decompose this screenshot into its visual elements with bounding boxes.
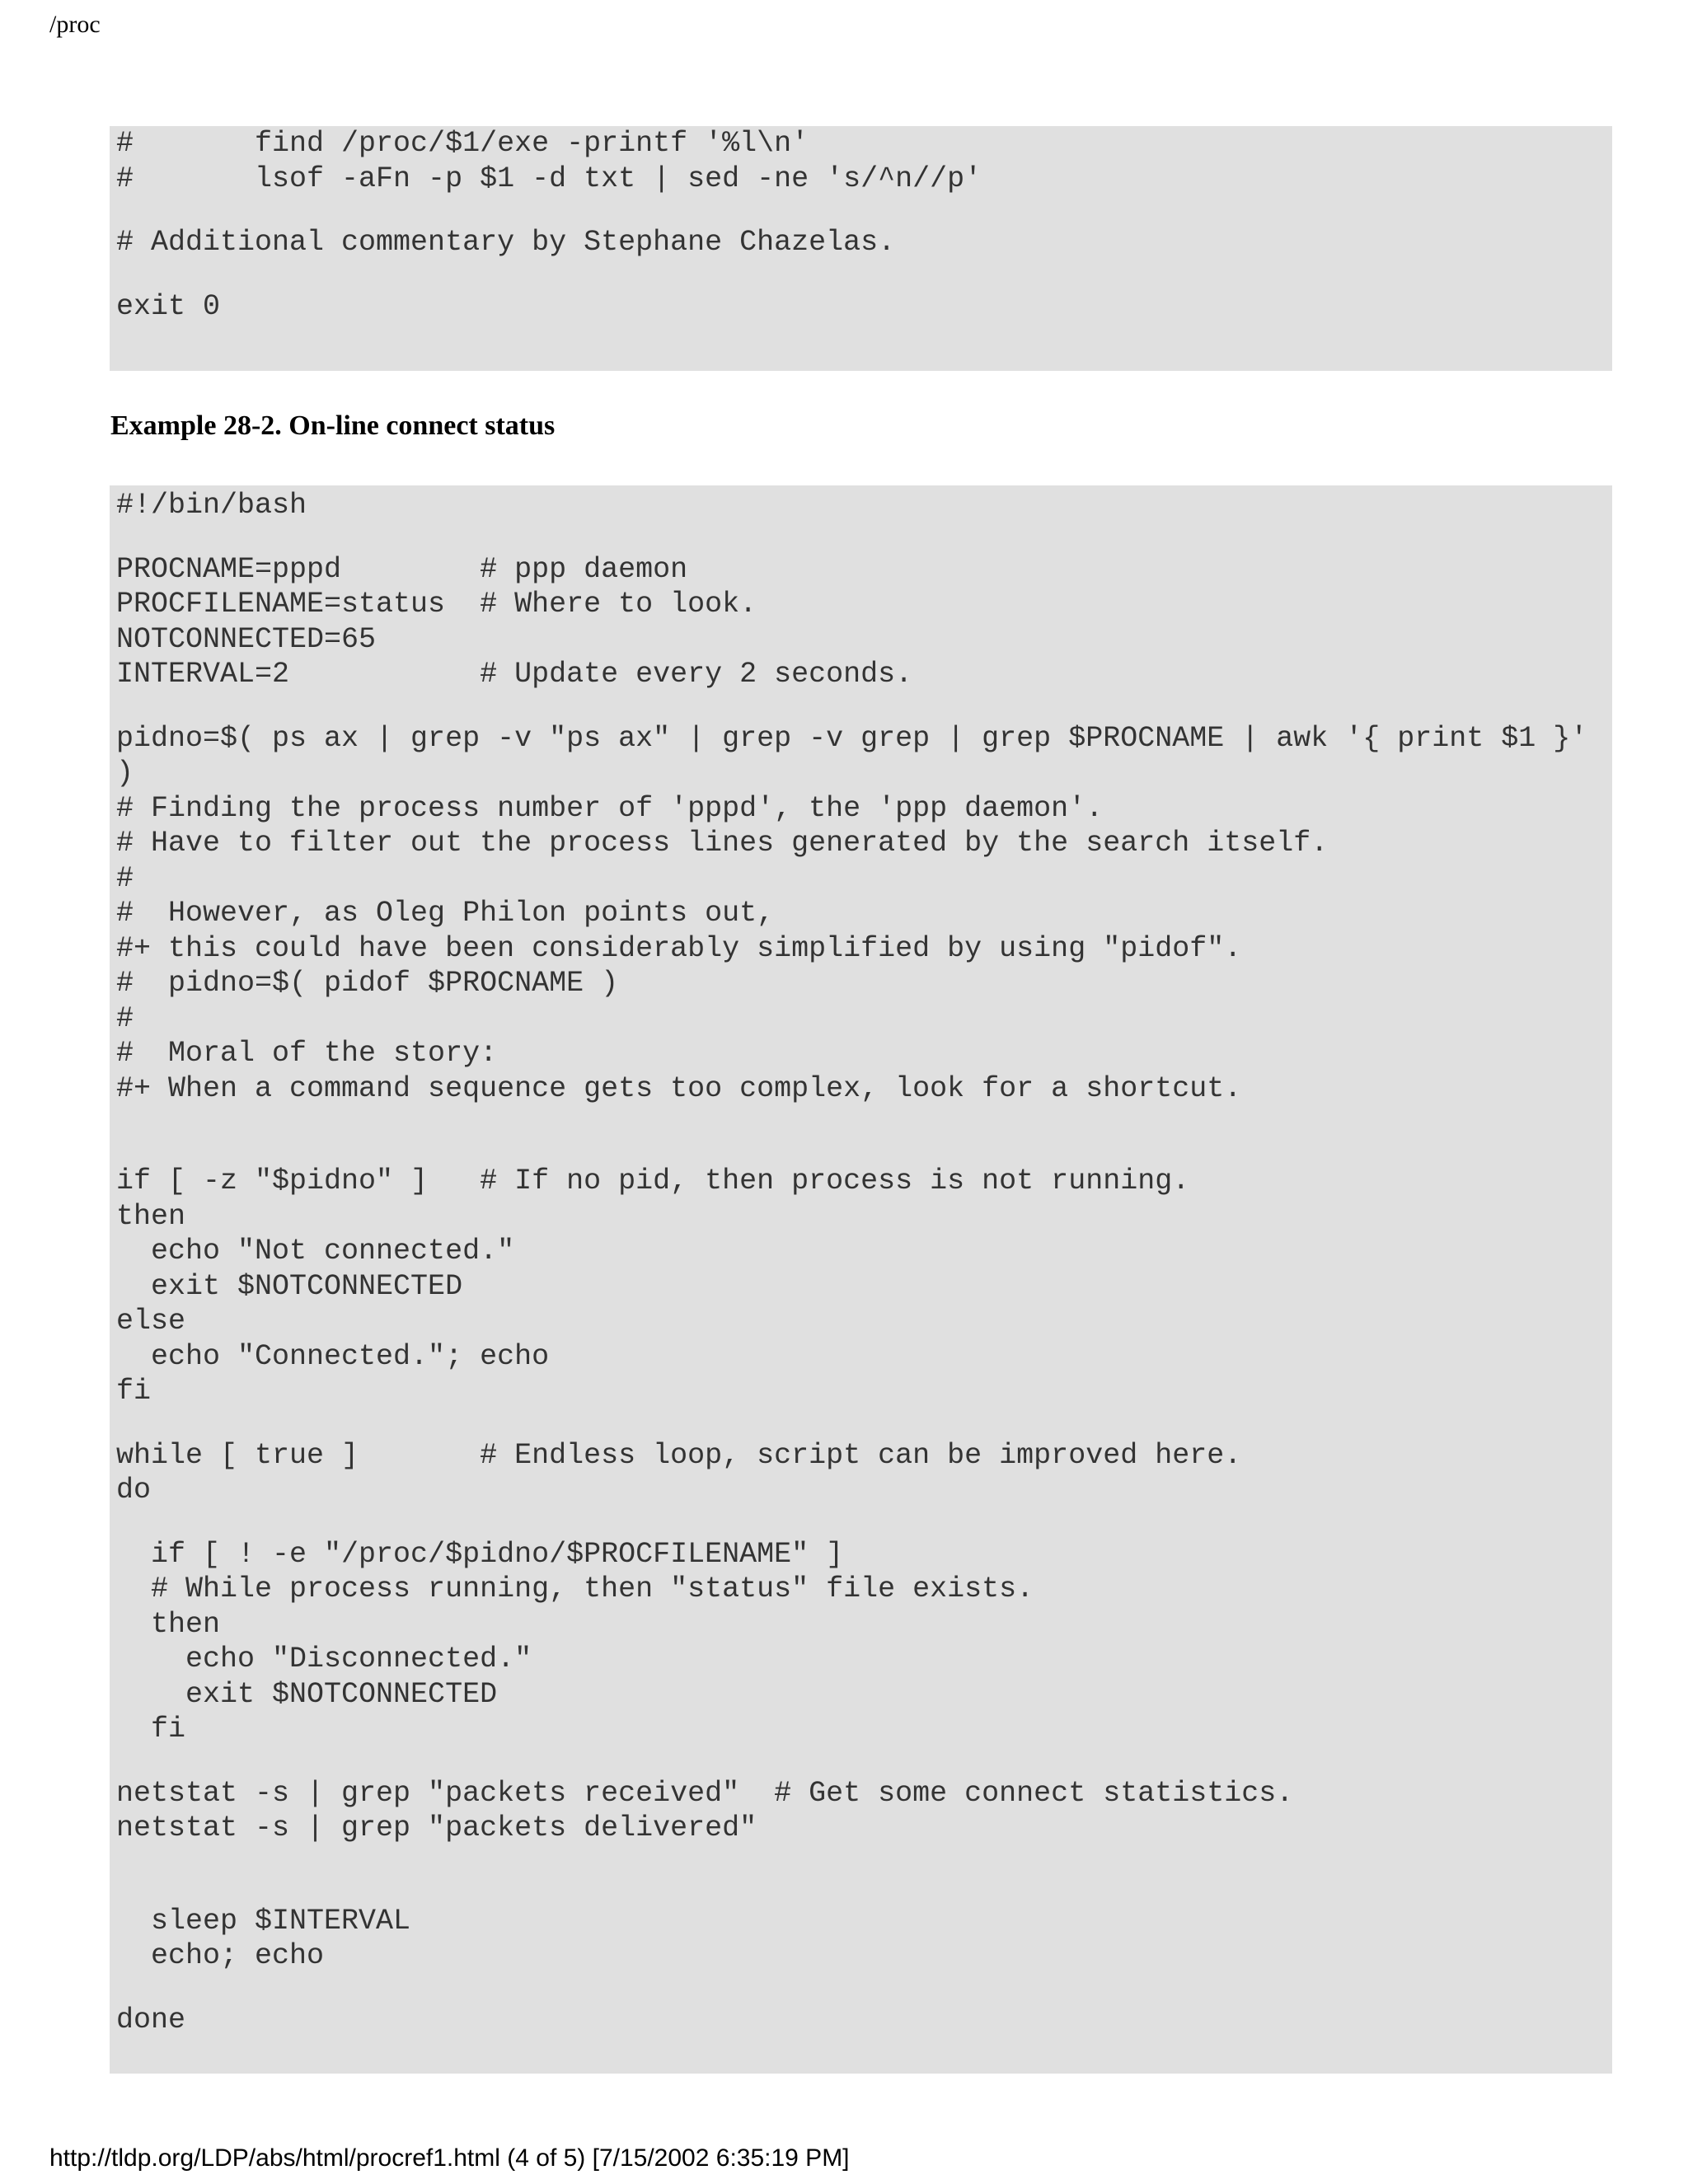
code-line: if [ ! -e "/proc/$pidno/$PROCFILENAME" ]	[116, 1537, 844, 1571]
code-blank-line	[116, 692, 1609, 721]
code-line: if [ -z "$pidno" ] # If no pid, then process is not running.	[116, 1165, 1190, 1197]
code-line: pidno=$( ps ax | grep -v "ps ax" | grep -v grep | grep $PROCNAME | awk '{ print $1 }'	[116, 721, 1588, 755]
code-line: fi	[116, 1713, 186, 1746]
code-blank-line	[116, 196, 1609, 225]
code-line: # lsof -aFn -p $1 -d txt | sed -ne 's/^n//p'	[116, 162, 982, 195]
code-line: #+ When a command sequence gets too complex, look for a shortcut.	[116, 1071, 1242, 1105]
code-line: then	[116, 1199, 186, 1233]
code-line: # pidno=$( pidof $PROCNAME )	[116, 967, 619, 1000]
code-line: INTERVAL=2 # Update every 2 seconds.	[116, 658, 913, 691]
example-title: Example 28-2. On-line connect status	[110, 410, 556, 441]
code-line: #	[116, 861, 134, 895]
code-line: echo "Not connected."	[116, 1235, 515, 1268]
code-line: # Additional commentary by Stephane Chazelas.	[116, 226, 896, 259]
code-line: done	[116, 2003, 186, 2036]
code-line: # While process running, then "status" file exists.	[116, 1572, 1034, 1605]
code-line: echo "Disconnected."	[116, 1643, 532, 1675]
code-line: else	[116, 1305, 186, 1338]
code-blank-line	[116, 260, 1609, 289]
code-line: )	[116, 757, 134, 790]
code-line: then	[116, 1607, 221, 1641]
page-footer-url: http://tldp.org/LDP/abs/html/procref1.html (4 of 5) [7/15/2002 6:35:19 PM]	[49, 2144, 850, 2172]
code-line: #	[116, 1001, 134, 1035]
code-line: # However, as Oleg Philon points out,	[116, 897, 775, 930]
code-line: # find /proc/$1/exe -printf '%l\n'	[116, 127, 809, 160]
code-line: sleep $INTERVAL	[116, 1904, 411, 1938]
code-blank-line	[116, 523, 1609, 552]
code-line: exit 0	[116, 289, 221, 323]
code-line: echo "Connected."; echo	[116, 1339, 550, 1373]
code-block-1	[110, 126, 1612, 371]
code-line: #!/bin/bash	[116, 489, 307, 522]
code-line: exit $NOTCONNECTED	[116, 1269, 463, 1303]
code-line: while [ true ] # Endless loop, script can be improved here.	[116, 1438, 1242, 1472]
code-line: #+ this could have been considerably simplified by using "pidof".	[116, 931, 1242, 965]
code-line: exit $NOTCONNECTED	[116, 1677, 498, 1711]
code-line: fi	[116, 1375, 152, 1408]
code-line: PROCFILENAME=status # Where to look.	[116, 588, 757, 621]
code-line: netstat -s | grep "packets received" # Get some connect statistics.	[116, 1776, 1294, 1810]
code-line: echo; echo	[116, 1939, 325, 1972]
code-blank-line	[116, 1974, 1609, 2003]
code-blank-line	[116, 1508, 1609, 1537]
code-line: do	[116, 1474, 152, 1507]
code-blank-line	[116, 1846, 1609, 1904]
code-line: # Have to filter out the process lines generated by the search itself.	[116, 827, 1329, 860]
code-blank-line	[116, 1747, 1609, 1776]
code-block-2	[110, 485, 1612, 2074]
code-line: # Moral of the story:	[116, 1037, 498, 1070]
code-blank-line	[116, 1106, 1609, 1164]
code-line: NOTCONNECTED=65	[116, 622, 377, 656]
code-line: netstat -s | grep "packets delivered"	[116, 1811, 757, 1844]
code-blank-line	[116, 1409, 1609, 1438]
code-line: # Finding the process number of 'pppd', the 'ppp daemon'.	[116, 791, 1104, 825]
page-header: /proc	[49, 11, 101, 38]
code-line: PROCNAME=pppd # ppp daemon	[116, 552, 688, 586]
